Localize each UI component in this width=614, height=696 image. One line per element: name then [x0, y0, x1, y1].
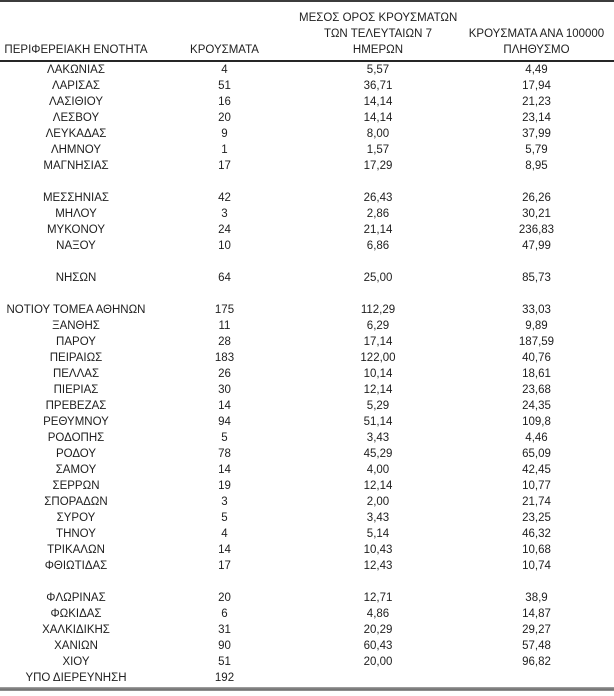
- table-row: [0, 510, 614, 526]
- region-cell: ΡΕΘΥΜΝΟΥ: [43, 416, 109, 428]
- avg7-cell: 6,86: [366, 240, 390, 252]
- region-cell: ΞΑΝΘΗΣ: [52, 320, 100, 332]
- per100k-cell: 96,82: [522, 656, 551, 668]
- avg7-cell: 12,71: [363, 592, 393, 604]
- per100k-cell: 4,46: [525, 432, 548, 444]
- cases-cell: 28: [218, 336, 231, 348]
- avg7-cell: 60,43: [363, 640, 393, 652]
- table-row: [0, 222, 614, 238]
- header-row: [0, 2, 614, 61]
- avg7-cell: 6,29: [366, 320, 390, 332]
- per100k-cell: 65,09: [522, 448, 551, 460]
- avg7-cell: 12,43: [363, 560, 393, 572]
- per100k-cell: 40,76: [522, 352, 551, 364]
- header-avg7-line1: ΜΕΣΟΣ ΟΡΟΣ ΚΡΟΥΣΜΑΤΩΝ: [299, 12, 458, 24]
- header-avg7: [297, 2, 459, 61]
- region-cell: ΡΟΔΟΠΗΣ: [47, 432, 105, 444]
- avg7-cell: 4,86: [366, 608, 390, 620]
- table-row: [0, 94, 614, 110]
- region-cell: ΝΑΞΟΥ: [56, 240, 96, 252]
- avg7-cell: 2,86: [366, 208, 390, 220]
- per100k-cell: 4,49: [525, 64, 548, 76]
- cases-cell: 24: [218, 224, 231, 236]
- per100k-cell: 30,21: [522, 208, 551, 220]
- region-cell: ΥΠΟ ΔΙΕΡΕΥΝΗΣΗ: [25, 672, 127, 684]
- table-row: [0, 270, 614, 286]
- table-row: [0, 558, 614, 574]
- per100k-cell: 236,83: [518, 224, 555, 236]
- per100k-cell: 57,48: [522, 640, 551, 652]
- per100k-cell: 24,35: [522, 400, 551, 412]
- table-row: [0, 366, 614, 382]
- avg7-cell: 17,14: [363, 336, 393, 348]
- table-row: [0, 190, 614, 206]
- table-row: [0, 350, 614, 366]
- per100k-cell: 47,99: [522, 240, 551, 252]
- cases-cell: 3: [221, 208, 228, 220]
- per100k-cell: 46,32: [522, 528, 551, 540]
- cases-cell: 192: [214, 672, 235, 684]
- per100k-cell: 38,9: [525, 592, 548, 604]
- avg7-cell: 5,29: [366, 400, 390, 412]
- region-cell: ΠΕΛΛΑΣ: [52, 368, 100, 380]
- per100k-cell: 29,27: [522, 624, 551, 636]
- per100k-cell: 187,59: [518, 336, 555, 348]
- avg7-cell: [297, 670, 459, 686]
- per100k-cell: 18,61: [522, 368, 551, 380]
- region-cell: ΝΟΤΙΟΥ ΤΟΜΕΑ ΑΘΗΝΩΝ: [6, 304, 146, 316]
- cases-cell: 5: [221, 512, 228, 524]
- separator-row: [0, 286, 614, 302]
- table-row: [0, 382, 614, 398]
- cases-cell: 16: [218, 96, 231, 108]
- separator-cell: [0, 174, 614, 190]
- cases-cell: 51: [218, 80, 231, 92]
- table-row: [0, 158, 614, 174]
- region-cell: ΠΡΕΒΕΖΑΣ: [45, 400, 107, 412]
- separator-cell: [0, 574, 614, 590]
- cases-cell: 20: [218, 112, 231, 124]
- per100k-cell: [459, 670, 614, 686]
- table-row: [0, 670, 614, 686]
- avg7-cell: 5,57: [366, 64, 390, 76]
- table-bottom-rule: [0, 687, 614, 691]
- per100k-cell: 37,99: [522, 128, 551, 140]
- avg7-cell: 122,00: [360, 352, 396, 364]
- table-row: [0, 302, 614, 318]
- avg7-cell: 14,14: [363, 96, 393, 108]
- avg7-cell: 12,14: [363, 480, 393, 492]
- separator-cell: [0, 286, 614, 302]
- avg7-cell: 45,29: [363, 448, 393, 460]
- cases-cell: 11: [218, 320, 231, 332]
- table-row: [0, 398, 614, 414]
- header-avg7-line3: ΗΜΕΡΩΝ: [352, 44, 404, 56]
- cases-cell: 90: [218, 640, 231, 652]
- region-cell: ΦΛΩΡΙΝΑΣ: [46, 592, 106, 604]
- table-row: [0, 430, 614, 446]
- avg7-cell: 5,14: [366, 528, 390, 540]
- header-per100k-line1: ΚΡΟΥΣΜΑΤΑ ΑΝΑ 100000: [468, 28, 605, 40]
- table-row: [0, 590, 614, 606]
- header-region-label: ΠΕΡΙΦΕΡΕΙΑΚΗ ΕΝΟΤΗΤΑ: [4, 44, 148, 56]
- per100k-cell: 5,79: [525, 144, 548, 156]
- per100k-cell: 8,95: [525, 160, 548, 172]
- avg7-cell: 21,14: [363, 224, 393, 236]
- table-row: [0, 526, 614, 542]
- avg7-cell: 14,14: [363, 112, 393, 124]
- region-cell: ΤΡΙΚΑΛΩΝ: [47, 544, 105, 556]
- region-cell: ΛΕΥΚΑΔΑΣ: [45, 128, 107, 140]
- region-cell: ΠΕΙΡΑΙΩΣ: [49, 352, 103, 364]
- region-cell: ΧΙΟΥ: [62, 656, 90, 668]
- per100k-cell: 10,74: [522, 560, 551, 572]
- region-cell: ΣΠΟΡΑΔΩΝ: [44, 496, 108, 508]
- table-row: [0, 414, 614, 430]
- cases-cell: 14: [218, 544, 231, 556]
- per100k-cell: 85,73: [522, 272, 551, 284]
- separator-cell: [0, 254, 614, 270]
- cases-cell: 175: [214, 304, 235, 316]
- per100k-cell: 33,03: [522, 304, 551, 316]
- region-cell: ΦΩΚΙΔΑΣ: [50, 608, 102, 620]
- region-cell: ΜΑΓΝΗΣΙΑΣ: [43, 160, 109, 172]
- region-cell: ΣΕΡΡΩΝ: [52, 480, 100, 492]
- avg7-cell: 20,00: [363, 656, 393, 668]
- table-row: [0, 654, 614, 670]
- cases-cell: 26: [218, 368, 231, 380]
- cases-cell: 14: [218, 464, 231, 476]
- cases-cell: 17: [218, 560, 231, 572]
- per100k-cell: 23,68: [522, 384, 551, 396]
- table-row: [0, 238, 614, 254]
- table-row: [0, 446, 614, 462]
- region-cell: ΠΙΕΡΙΑΣ: [53, 384, 99, 396]
- header-per100k-line2: ΠΛΗΘΥΣΜΟ: [503, 44, 570, 56]
- table-row: [0, 61, 614, 78]
- separator-row: [0, 174, 614, 190]
- header-region: [0, 2, 152, 61]
- region-cell: ΣΑΜΟΥ: [55, 464, 97, 476]
- table-body: [0, 61, 614, 686]
- cases-cell: 9: [221, 128, 228, 140]
- avg7-cell: 10,14: [363, 368, 393, 380]
- avg7-cell: 112,29: [360, 304, 396, 316]
- region-cell: ΧΑΝΙΩΝ: [54, 640, 98, 652]
- cases-cell: 14: [218, 400, 231, 412]
- avg7-cell: 4,00: [366, 464, 390, 476]
- region-cell: ΣΥΡΟΥ: [56, 512, 96, 524]
- avg7-cell: 17,29: [363, 160, 393, 172]
- avg7-cell: 51,14: [363, 416, 393, 428]
- regional-cases-table: [0, 2, 614, 686]
- table-row: [0, 126, 614, 142]
- per100k-cell: 17,94: [522, 80, 551, 92]
- table-row: [0, 318, 614, 334]
- cases-cell: 5: [221, 432, 228, 444]
- separator-row: [0, 254, 614, 270]
- region-cell: ΜΗΛΟΥ: [55, 208, 97, 220]
- region-cell: ΛΑΣΙΘΙΟΥ: [48, 96, 104, 108]
- per100k-cell: 10,77: [522, 480, 551, 492]
- cases-cell: 183: [214, 352, 235, 364]
- cases-cell: 19: [218, 480, 231, 492]
- avg7-cell: 3,43: [366, 432, 390, 444]
- cases-cell: 42: [218, 192, 231, 204]
- per100k-cell: 21,74: [522, 496, 551, 508]
- cases-cell: 78: [218, 448, 231, 460]
- per100k-cell: 21,23: [522, 96, 551, 108]
- region-cell: ΡΟΔΟΥ: [55, 448, 97, 460]
- region-cell: ΤΗΝΟΥ: [56, 528, 96, 540]
- region-cell: ΧΑΛΚΙΔΙΚΗΣ: [42, 624, 110, 636]
- region-cell: ΠΑΡΟΥ: [56, 336, 96, 348]
- table-row: [0, 622, 614, 638]
- cases-cell: 64: [218, 272, 231, 284]
- header-cases-label: ΚΡΟΥΣΜΑΤΑ: [190, 44, 259, 56]
- avg7-cell: 2,00: [366, 496, 390, 508]
- region-cell: ΦΘΙΩΤΙΔΑΣ: [44, 560, 108, 572]
- table-row: [0, 206, 614, 222]
- avg7-cell: 26,43: [363, 192, 393, 204]
- cases-cell: 17: [218, 160, 231, 172]
- table-row: [0, 606, 614, 622]
- table-row: [0, 110, 614, 126]
- cases-cell: 51: [218, 656, 231, 668]
- avg7-cell: 1,57: [366, 144, 390, 156]
- header-per100k: [459, 2, 614, 61]
- table-row: [0, 334, 614, 350]
- cases-cell: 4: [221, 64, 228, 76]
- avg7-cell: 10,43: [363, 544, 393, 556]
- region-cell: ΛΕΣΒΟΥ: [52, 112, 100, 124]
- per100k-cell: 23,25: [522, 512, 551, 524]
- table-row: [0, 462, 614, 478]
- cases-cell: 30: [218, 384, 231, 396]
- cases-cell: 10: [218, 240, 231, 252]
- region-cell: ΛΗΜΝΟΥ: [50, 144, 102, 156]
- region-cell: ΝΗΣΩΝ: [55, 272, 97, 284]
- per100k-cell: 14,87: [522, 608, 551, 620]
- region-cell: ΛΑΚΩΝΙΑΣ: [47, 64, 105, 76]
- per100k-cell: 23,14: [522, 112, 551, 124]
- cases-cell: 1: [221, 144, 228, 156]
- table-row: [0, 78, 614, 94]
- table-row: [0, 142, 614, 158]
- cases-cell: 31: [218, 624, 231, 636]
- per100k-cell: 42,45: [522, 464, 551, 476]
- header-cases: [152, 2, 297, 61]
- cases-cell: 3: [221, 496, 228, 508]
- cases-cell: 4: [221, 528, 228, 540]
- avg7-cell: 8,00: [366, 128, 390, 140]
- header-avg7-line2: ΤΩΝ ΤΕΛΕΥΤΑΙΩΝ 7: [324, 28, 432, 40]
- separator-row: [0, 574, 614, 590]
- cases-cell: 20: [218, 592, 231, 604]
- table-header: [0, 2, 614, 61]
- region-cell: ΜΕΣΣΗΝΙΑΣ: [42, 192, 110, 204]
- per100k-cell: 9,89: [525, 320, 548, 332]
- table-row: [0, 494, 614, 510]
- table-row: [0, 542, 614, 558]
- per100k-cell: 26,26: [522, 192, 551, 204]
- per100k-cell: 10,68: [522, 544, 551, 556]
- region-cell: ΛΑΡΙΣΑΣ: [51, 80, 101, 92]
- cases-cell: 6: [221, 608, 228, 620]
- avg7-cell: 36,71: [363, 80, 393, 92]
- avg7-cell: 12,14: [363, 384, 393, 396]
- table-row: [0, 478, 614, 494]
- avg7-cell: 25,00: [363, 272, 393, 284]
- region-cell: ΜΥΚΟΝΟΥ: [46, 224, 106, 236]
- avg7-cell: 3,43: [366, 512, 390, 524]
- table-row: [0, 638, 614, 654]
- cases-cell: 94: [218, 416, 231, 428]
- avg7-cell: 20,29: [363, 624, 393, 636]
- per100k-cell: 109,8: [522, 416, 551, 428]
